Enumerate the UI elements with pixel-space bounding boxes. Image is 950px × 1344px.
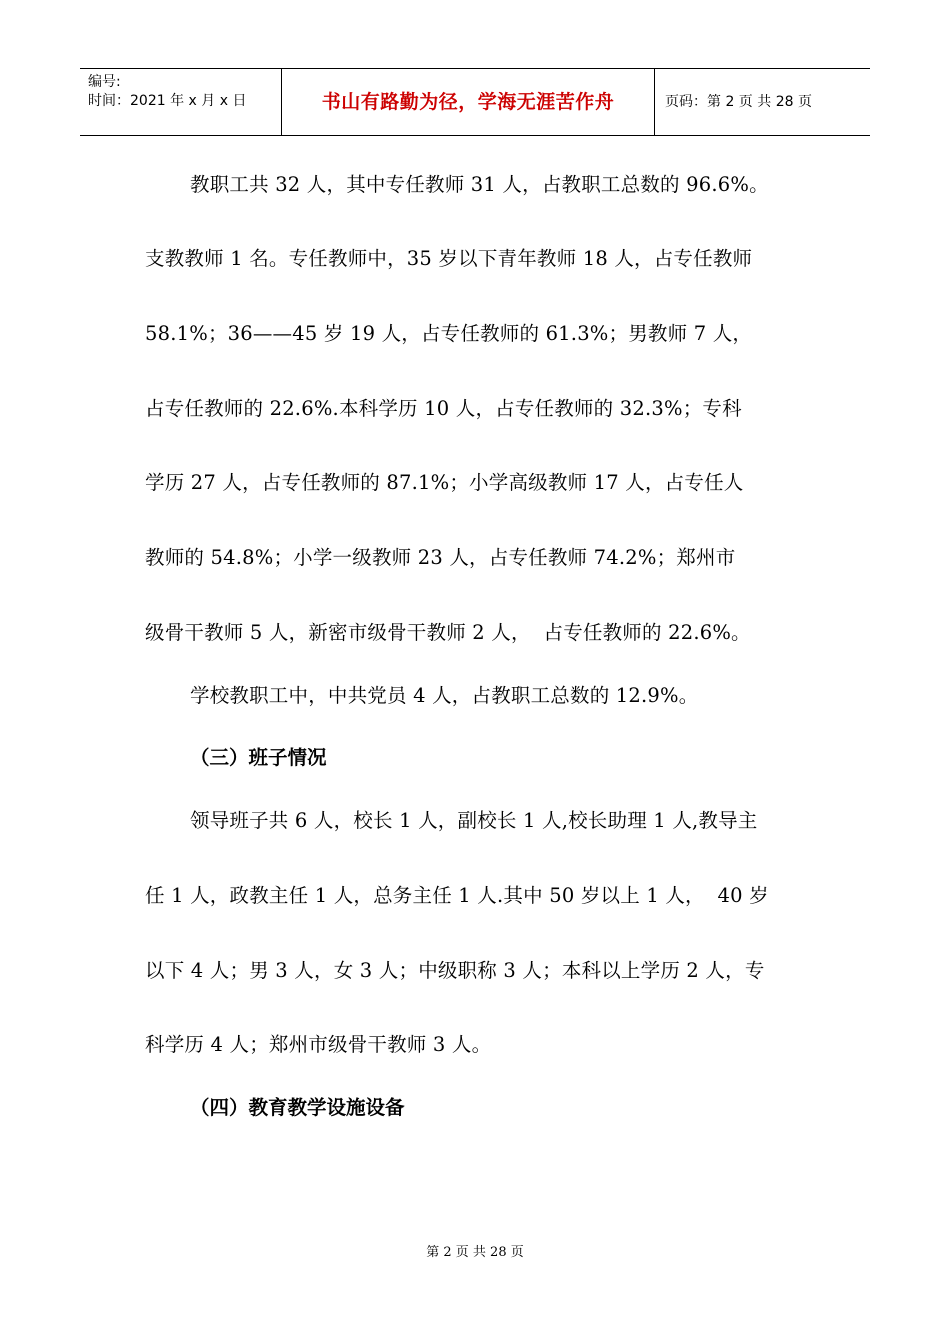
page-footer: 第 2 页 共 28 页 — [426, 1245, 524, 1260]
body-line-8: 学校教职工中，中共党员 4 人，占教职工总数的 12.9%。 — [190, 684, 699, 707]
section-heading-facilities: （四）教育教学设施设备 — [190, 1096, 405, 1119]
body-line-6: 教师的 54.8%；小学一级教师 23 人，占专任教师 74.2%；郑州市 — [145, 546, 736, 569]
page-header — [80, 68, 870, 136]
document-date-label: 时间：2021 年 x 月 x 日 — [88, 93, 247, 109]
body-line-9: 领导班子共 6 人，校长 1 人，副校长 1 人,校长助理 1 人,教导主 — [190, 809, 758, 832]
body-line-12: 科学历 4 人；郑州市级骨干教师 3 人。 — [145, 1033, 492, 1056]
body-line-1: 教职工共 32 人，其中专任教师 31 人，占教职工总数的 96.6%。 — [190, 173, 769, 196]
section-heading-team: （三）班子情况 — [190, 746, 327, 769]
header-page-info: 页码：第 2 页 共 28 页 — [665, 94, 812, 110]
body-line-2: 支教教师 1 名。专任教师中，35 岁以下青年教师 18 人，占专任教师 — [145, 247, 753, 270]
header-motto: 书山有路勤为径，学海无涯苦作舟 — [282, 69, 655, 135]
body-line-10: 任 1 人，政教主任 1 人，总务主任 1 人.其中 50 岁以上 1 人， 40 岁 — [145, 884, 769, 907]
header-meta-cell — [80, 69, 282, 135]
body-line-3: 58.1%；36——45 岁 19 人，占专任教师的 61.3%；男教师 7 人， — [145, 322, 753, 345]
document-number-label: 编号: — [88, 74, 121, 90]
body-line-5: 学历 27 人，占专任教师的 87.1%；小学高级教师 17 人，占专任人 — [145, 471, 744, 494]
body-line-7: 级骨干教师 5 人，新密市级骨干教师 2 人， 占专任教师的 22.6%。 — [145, 621, 751, 644]
body-line-11: 以下 4 人；男 3 人，女 3 人；中级职称 3 人；本科以上学历 2 人，专 — [145, 959, 765, 982]
body-line-4: 占专任教师的 22.6%.本科学历 10 人，占专任教师的 32.3%；专科 — [145, 397, 742, 420]
